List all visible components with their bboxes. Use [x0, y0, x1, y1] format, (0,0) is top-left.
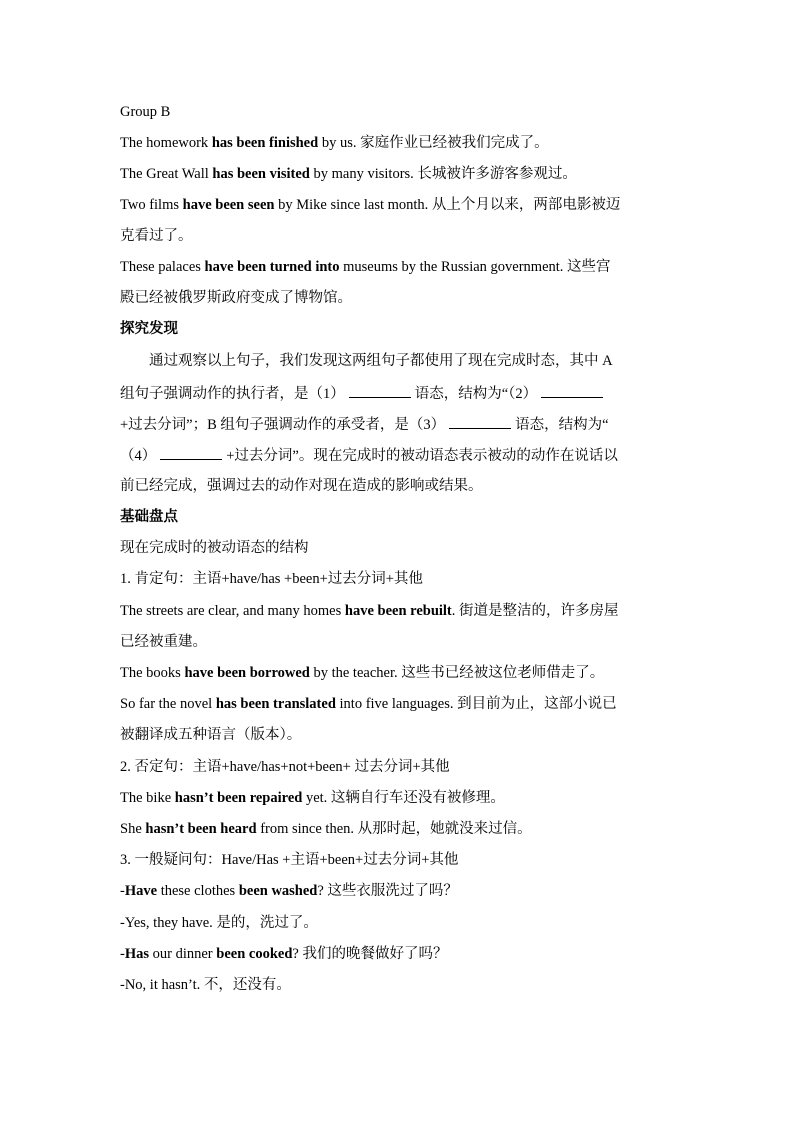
example-3: So far the novel has been translated into five languages. 到目前为止，这部小说已	[120, 696, 617, 712]
explore-heading: 探究发现	[120, 321, 178, 337]
sentence-4-cont: 殿已经被俄罗斯政府变成了博物馆。	[120, 290, 352, 306]
explore-line-4: （4） +过去分词”。现在完成时的被动语态表示被动的动作在说话以	[120, 445, 618, 466]
example-7: -Yes, they have. 是的，洗过了。	[120, 915, 318, 931]
blank-3[interactable]	[449, 414, 511, 429]
negative-heading: 2. 否定句：主语+have/has+not+been+ 过去分词+其他	[120, 759, 450, 775]
explore-line-1: 通过观察以上句子，我们发现这两组句子都使用了现在完成时态，其中 A	[149, 353, 613, 369]
explore-line-5: 前已经完成，强调过去的动作对现在造成的影响或结果。	[120, 478, 483, 494]
example-3-cont: 被翻译成五种语言（版本）。	[120, 727, 302, 743]
blank-2[interactable]	[541, 383, 603, 398]
group-b-title: Group B	[120, 104, 171, 120]
explore-line-3: +过去分词”；B 组句子强调动作的承受者，是（3） 语态，结构为“	[120, 414, 609, 435]
sentence-1: The homework has been finished by us. 家庭作业已经被我们完成了。	[120, 135, 549, 151]
example-8: -Has our dinner been cooked? 我们的晚餐做好了吗？	[120, 946, 448, 962]
basics-subtitle: 现在完成时的被动语态的结构	[120, 540, 309, 556]
example-4: The bike hasn’t been repaired yet. 这辆自行车还没有被修理。	[120, 790, 505, 806]
example-1: The streets are clear, and many homes have been rebuilt. 街道是整洁的，许多房屋	[120, 603, 619, 619]
sentence-2: The Great Wall has been visited by many visitors. 长城被许多游客参观过。	[120, 166, 577, 182]
explore-line-2: 组句子强调动作的执行者，是（1） 语态，结构为“（2）	[120, 383, 607, 404]
example-5: She hasn’t been heard from since then. 从那时起，她就没来过信。	[120, 821, 532, 837]
example-1-cont: 已经被重建。	[120, 634, 207, 650]
sentence-3: Two films have been seen by Mike since last month. 从上个月以来，两部电影被迈	[120, 197, 621, 213]
blank-4[interactable]	[160, 445, 222, 460]
basics-heading: 基础盘点	[120, 509, 178, 525]
blank-1[interactable]	[349, 383, 411, 398]
sentence-4: These palaces have been turned into museums by the Russian government. 这些宫	[120, 259, 611, 275]
question-heading: 3. 一般疑问句：Have/Has +主语+been+过去分词+其他	[120, 852, 459, 868]
example-9: -No, it hasn’t. 不，还没有。	[120, 977, 291, 993]
sentence-3-cont: 克看过了。	[120, 228, 193, 244]
example-6: -Have these clothes been washed? 这些衣服洗过了吗？	[120, 883, 458, 899]
example-2: The books have been borrowed by the teacher. 这些书已经被这位老师借走了。	[120, 665, 605, 681]
affirmative-heading: 1. 肯定句：主语+have/has +been+过去分词+其他	[120, 571, 423, 587]
